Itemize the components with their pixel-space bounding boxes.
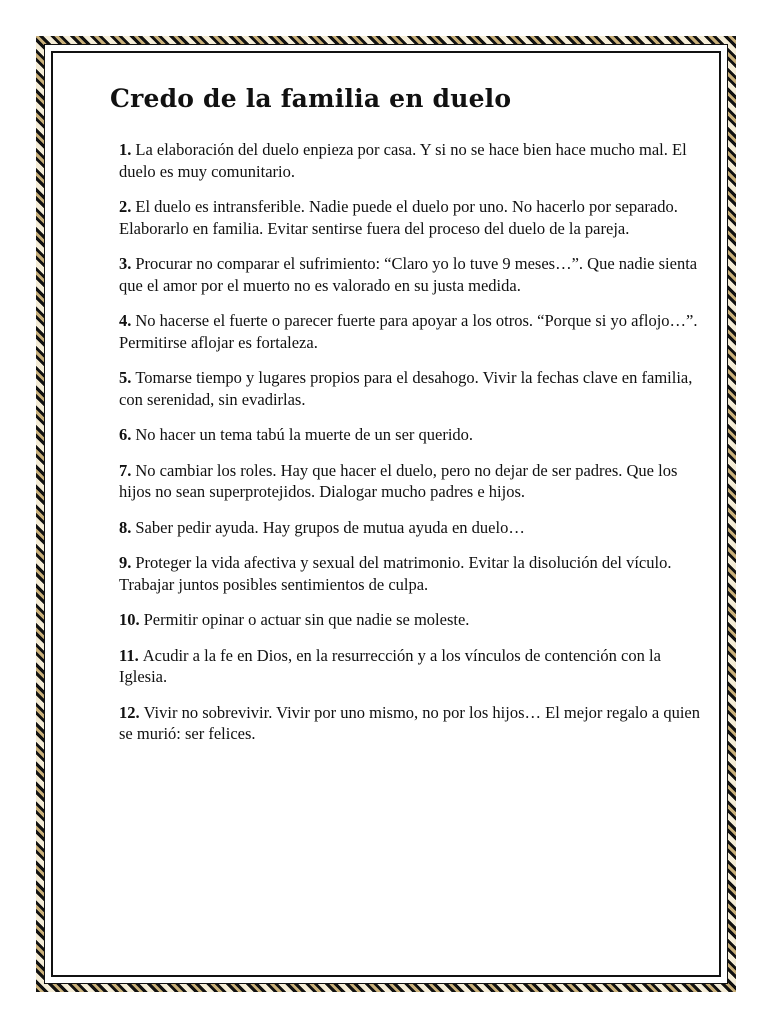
- list-item: [119, 367, 710, 410]
- item-number: 9.: [119, 553, 132, 572]
- item-number: 2.: [119, 197, 132, 216]
- item-text: Permitir opinar o actuar sin que nadie se moleste.: [143, 610, 470, 629]
- list-item: [119, 552, 710, 595]
- item-text: No hacerse el fuerte o parecer fuerte para apoyar a los otros. “Porque si yo aflojo…”. Permitirse aflojar es fortaleza.: [119, 311, 698, 352]
- document-content: [110, 84, 710, 944]
- item-number: 5.: [119, 368, 132, 387]
- item-text: Procurar no comparar el sufrimiento: “Claro yo lo tuve 9 meses…”. Que nadie sienta que el amor por el muerto no es valorado en su justa medida.: [119, 254, 698, 295]
- item-text: No hacer un tema tabú la muerte de un ser querido.: [135, 425, 474, 444]
- list-item: [119, 310, 710, 353]
- item-number: 4.: [119, 311, 132, 330]
- item-number: 8.: [119, 517, 132, 537]
- item-number: 7.: [119, 460, 132, 480]
- item-number: 11.: [119, 645, 139, 665]
- list-item: [119, 253, 710, 296]
- list-item: [119, 424, 710, 446]
- document-title: Credo de la familia en duelo: [110, 84, 512, 113]
- item-text: Tomarse tiempo y lugares propios para el desahogo. Vivir la fechas clave en familia, con serenidad, sin evadirlas.: [119, 368, 693, 409]
- item-text: Vivir no sobrevivir. Vivir por uno mismo, no por los hijos… El mejor regalo a quien se murió: ser felices.: [119, 702, 700, 743]
- list-item: [119, 645, 710, 688]
- item-text: No cambiar los roles. Hay que hacer el duelo, pero no dejar de ser padres. Que los hijos no sean superprotejidos. Dialogar mucho padres e hijos.: [119, 460, 678, 501]
- item-number: 1.: [119, 140, 132, 159]
- list-item: [119, 139, 710, 182]
- list-item: [119, 517, 710, 539]
- item-text: Saber pedir ayuda. Hay grupos de mutua ayuda en duelo…: [135, 517, 525, 537]
- item-number: 12.: [119, 702, 140, 722]
- item-text: Acudir a la fe en Dios, en la resurrección y a los vínculos de contención con la Iglesia.: [119, 645, 661, 686]
- list-item: [119, 460, 710, 503]
- item-number: 3.: [119, 254, 132, 273]
- item-number: 10.: [119, 610, 140, 629]
- list-item: [119, 702, 710, 745]
- item-text: Proteger la vida afectiva y sexual del matrimonio. Evitar la disolución del vículo. Trabajar juntos posibles sentimientos de culpa.: [119, 553, 672, 594]
- list-item: [119, 609, 710, 631]
- item-text: La elaboración del duelo enpieza por casa. Y si no se hace bien hace mucho mal. El duelo es muy comunitario.: [119, 140, 687, 181]
- list-item: [119, 196, 710, 239]
- item-number: 6.: [119, 425, 132, 444]
- item-text: El duelo es intransferible. Nadie puede el duelo por uno. No hacerlo por separado. Elaborarlo en familia. Evitar sentirse fuera del proceso del duelo de la pareja.: [119, 197, 678, 238]
